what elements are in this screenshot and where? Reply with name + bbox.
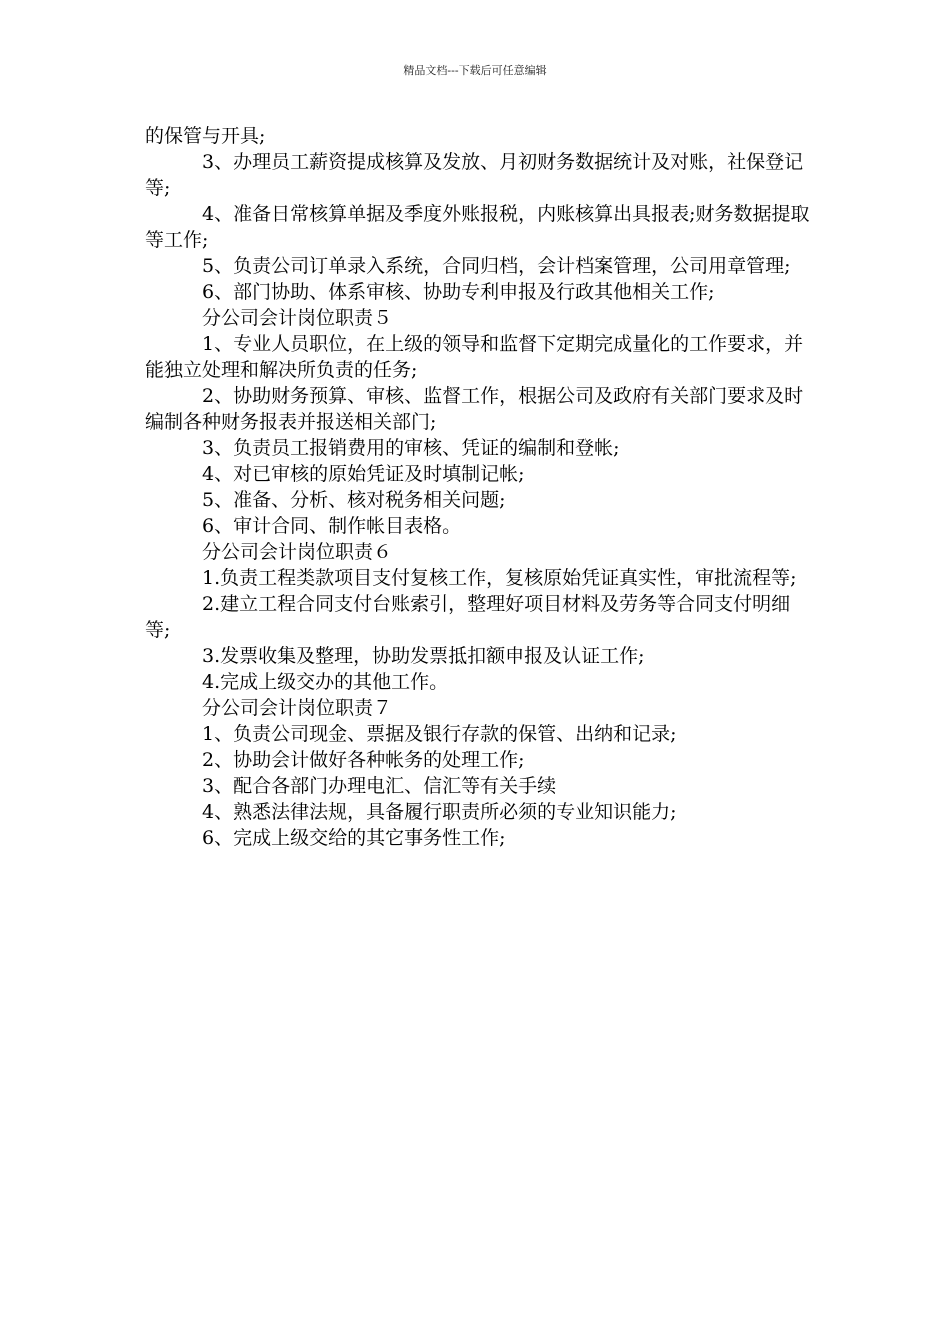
paragraph: 1、负责公司现金、票据及银行存款的保管、出纳和记录; xyxy=(202,723,677,745)
paragraph: 4、准备日常核算单据及季度外账报税，内账核算出具报表;财务数据提取等工作; xyxy=(145,203,810,251)
paragraph: 4、熟悉法律法规，具备履行职责所必须的专业知识能力; xyxy=(202,801,677,823)
page-header: 精品文档---下载后可任意编辑 xyxy=(403,64,547,77)
paragraph: 3、配合各部门办理电汇、信汇等有关手续 xyxy=(202,775,557,797)
paragraph: 4.完成上级交办的其他工作。 xyxy=(202,671,449,693)
paragraph: 3.发票收集及整理，协助发票抵扣额申报及认证工作; xyxy=(202,645,645,667)
paragraph: 2、协助会计做好各种帐务的处理工作; xyxy=(202,749,525,771)
paragraph: 3、负责员工报销费用的审核、凭证的编制和登帐; xyxy=(202,437,620,459)
paragraph: 5、准备、分析、核对税务相关问题; xyxy=(202,489,506,511)
paragraph: 的保管与开具; xyxy=(145,125,266,147)
paragraph: 1、专业人员职位，在上级的领导和监督下定期完成量化的工作要求，并能独立处理和解决所负责的任务; xyxy=(145,333,804,381)
paragraph: 6、审计合同、制作帐目表格。 xyxy=(202,515,462,537)
paragraph: 5、负责公司订单录入系统，合同归档，会计档案管理，公司用章管理; xyxy=(202,255,791,277)
section-heading: 分公司会计岗位职责６ xyxy=(202,541,393,563)
section-heading: 分公司会计岗位职责７ xyxy=(202,697,393,719)
paragraph: 1.负责工程类款项目支付复核工作，复核原始凭证真实性，审批流程等; xyxy=(202,567,797,589)
paragraph: 6、完成上级交给的其它事务性工作; xyxy=(202,827,506,849)
section-heading: 分公司会计岗位职责５ xyxy=(202,307,393,329)
paragraph: 6、部门协助、体系审核、协助专利申报及行政其他相关工作; xyxy=(202,281,715,303)
paragraph: 2.建立工程合同支付台账索引，整理好项目材料及劳务等合同支付明细等; xyxy=(145,593,791,641)
paragraph: 3、办理员工薪资提成核算及发放、月初财务数据统计及对账，社保登记等; xyxy=(145,151,804,199)
paragraph: 4、对已审核的原始凭证及时填制记帐; xyxy=(202,463,525,485)
paragraph: 2、协助财务预算、审核、监督工作，根据公司及政府有关部门要求及时编制各种财务报表并报送相关部门; xyxy=(145,385,804,433)
document-body xyxy=(145,123,810,851)
